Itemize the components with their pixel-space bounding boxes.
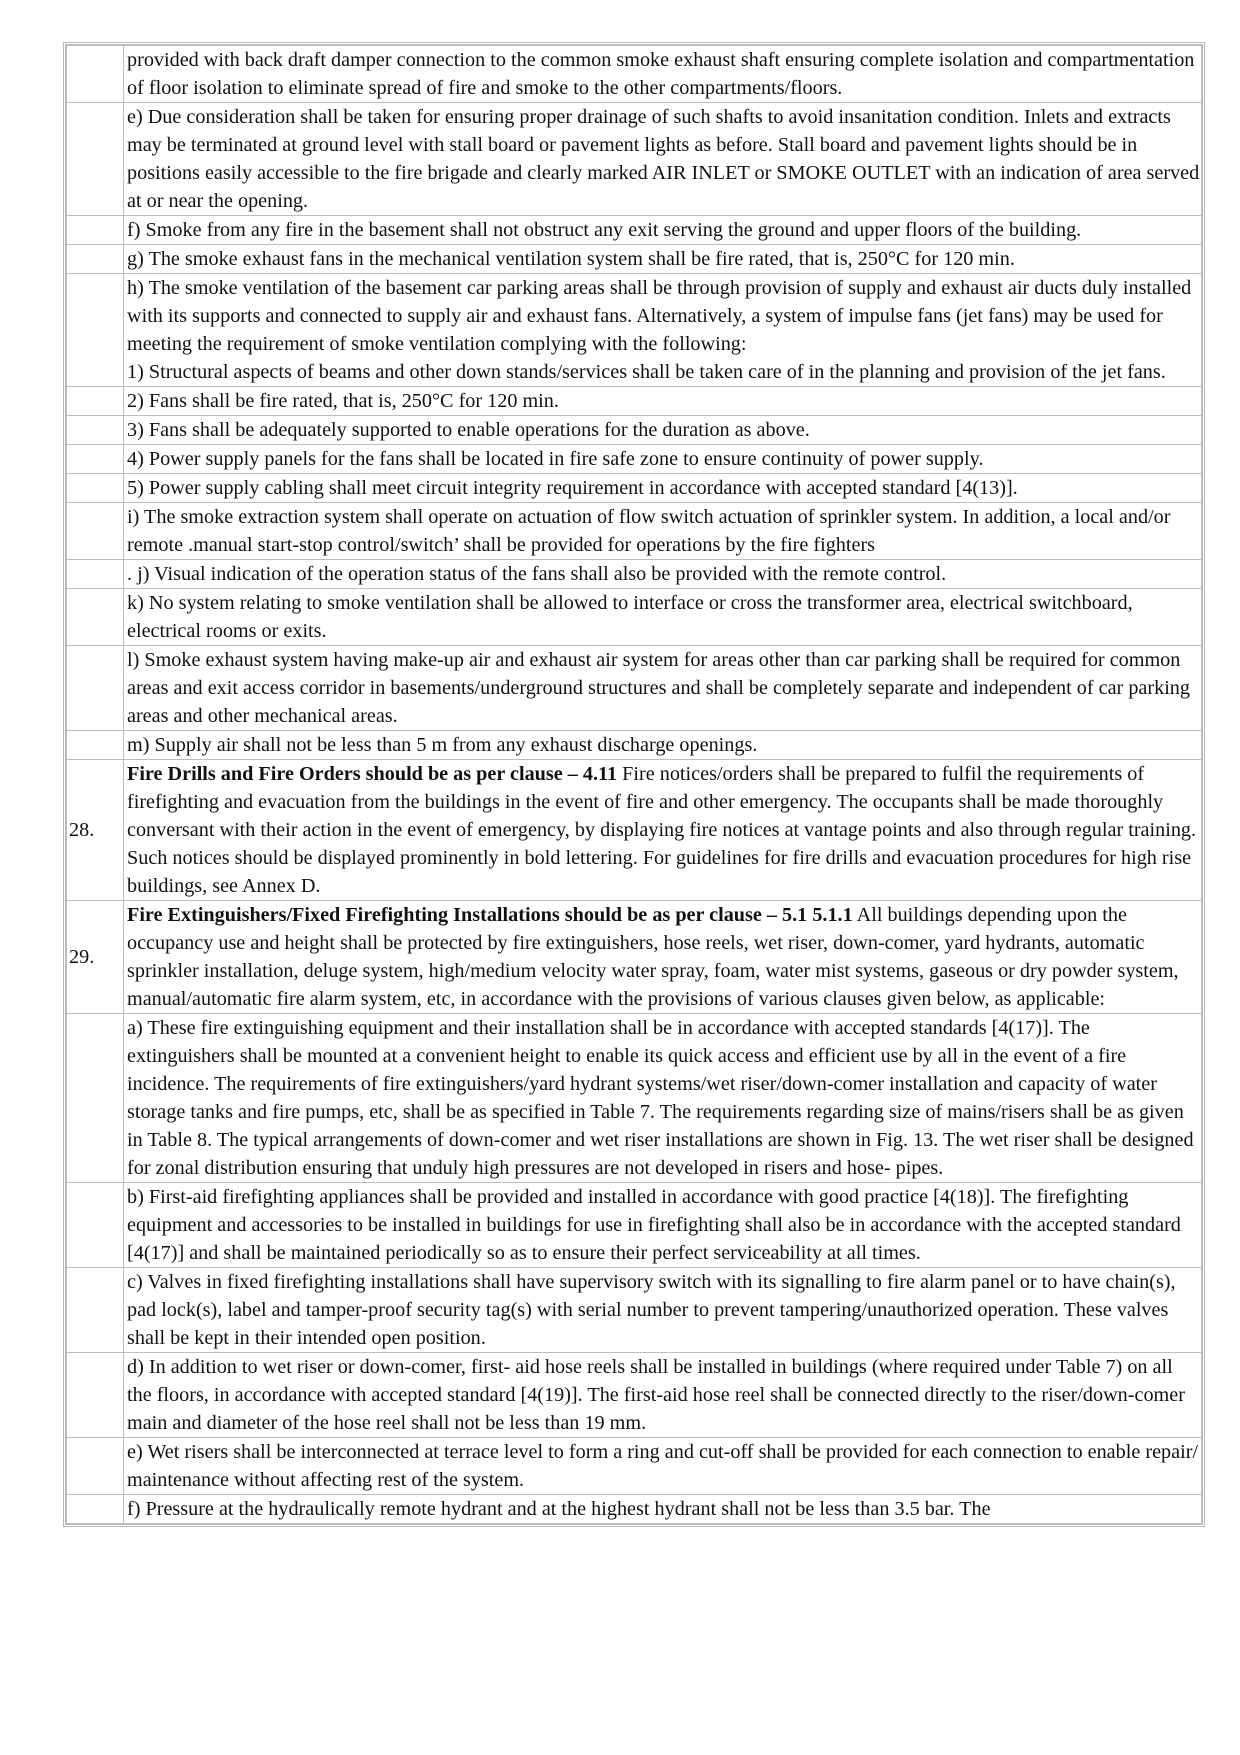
- row-text: [124, 560, 1202, 589]
- row-number: [67, 46, 124, 103]
- table-row: [67, 1353, 1202, 1438]
- table-row: [67, 474, 1202, 503]
- row-body: f) Pressure at the hydraulically remote hydrant and at the highest hydrant shall not be less than 3.5 bar. The: [127, 1498, 991, 1520]
- table-row: [67, 416, 1202, 445]
- row-number: [67, 1438, 124, 1495]
- table-row: [67, 1268, 1202, 1353]
- row-text: [124, 760, 1202, 901]
- table-row: [67, 901, 1202, 1014]
- table-row: [67, 1438, 1202, 1495]
- row-body: a) These fire extinguishing equipment and their installation shall be in accordance with accepted standards [4(17)]. The extinguishers shall be mounted at a convenient height to enable its quick access and efficient use by all in the event of a fire incidence. The requirements of fire extinguishers/yard hydrant systems/wet riser/down-comer installation and capacity of water storage tanks and fire pumps, etc, shall be as specified in Table 7. The requirements regarding size of mains/risers shall be as given in Table 8. The typical arrangements of down-comer and wet riser installations are shown in Fig. 13. The wet riser shall be designed for zonal distribution ensuring that unduly high pressures are not developed in risers and hose- pipes.: [127, 1017, 1194, 1179]
- row-number: [67, 387, 124, 416]
- row-text: [124, 445, 1202, 474]
- row-text: [124, 1353, 1202, 1438]
- row-number: [67, 731, 124, 760]
- row-text: [124, 274, 1202, 387]
- row-body: . j) Visual indication of the operation status of the fans shall also be provided with the remote control.: [127, 563, 947, 585]
- row-body: e) Wet risers shall be interconnected at terrace level to form a ring and cut-off shall be provided for each connection to enable repair/ maintenance without affecting rest of the system.: [127, 1441, 1199, 1491]
- row-text: [124, 474, 1202, 503]
- table-row: [67, 646, 1202, 731]
- row-body: i) The smoke extraction system shall operate on actuation of flow switch actuation of sprinkler system. In addition, a local and/or remote .manual start-stop control/switch’ shall be provided for operations by the fire fighters: [127, 506, 1171, 556]
- row-number: [67, 1353, 124, 1438]
- row-number: [67, 503, 124, 560]
- row-number: [67, 103, 124, 216]
- table-row: [67, 760, 1202, 901]
- row-number: [67, 445, 124, 474]
- row-number: [67, 1183, 124, 1268]
- row-body: Fire notices/orders shall be prepared to fulfil the requirements of firefighting and evacuation from the buildings in the event of fire and other emergency. The occupants shall be made thoroughly conversant with their action in the event of emergency, by displaying fire notices at vantage points and also through regular training. Such notices should be displayed prominently in bold lettering. For guidelines for fire drills and evacuation procedures for high rise buildings, see Annex D.: [127, 763, 1197, 897]
- row-text: [124, 46, 1202, 103]
- row-heading: Fire Drills and Fire Orders should be as per clause – 4.11: [127, 763, 618, 785]
- table-row: [67, 387, 1202, 416]
- table-row: [67, 274, 1202, 387]
- row-number: [67, 216, 124, 245]
- row-body: 5) Power supply cabling shall meet circuit integrity requirement in accordance with accepted standard [4(13)].: [127, 477, 1018, 499]
- row-number: [67, 560, 124, 589]
- row-text: [124, 901, 1202, 1014]
- table-row: [67, 245, 1202, 274]
- row-text: [124, 1183, 1202, 1268]
- row-text: [124, 216, 1202, 245]
- row-text: [124, 1438, 1202, 1495]
- row-text: [124, 589, 1202, 646]
- row-number: [67, 1495, 124, 1524]
- row-body: h) The smoke ventilation of the basement car parking areas shall be through provision of supply and exhaust air ducts duly installed with its supports and connected to supply air and exhaust fans. Alternatively, a system of impulse fans (jet fans) may be used for meeting the requirement of smoke ventilation complying with the following:: [127, 277, 1192, 355]
- row-text: [124, 387, 1202, 416]
- row-number: [67, 274, 124, 387]
- row-body: g) The smoke exhaust fans in the mechanical ventilation system shall be fire rated, that is, 250°C for 120 min.: [127, 248, 1015, 270]
- clause-table: [66, 45, 1202, 1524]
- document-page: [63, 42, 1205, 1527]
- row-text: [124, 731, 1202, 760]
- row-body-continued: 1) Structural aspects of beams and other down stands/services shall be taken care of in the planning and provision of the jet fans.: [127, 361, 1166, 383]
- row-text: [124, 1268, 1202, 1353]
- row-text: [124, 503, 1202, 560]
- row-text: [124, 1495, 1202, 1524]
- table-row: [67, 216, 1202, 245]
- row-body: 4) Power supply panels for the fans shall be located in fire safe zone to ensure continuity of power supply.: [127, 448, 984, 470]
- table-row: [67, 445, 1202, 474]
- row-number: [67, 1268, 124, 1353]
- row-body: l) Smoke exhaust system having make-up air and exhaust air system for areas other than car parking shall be required for common areas and exit access corridor in basements/underground structures and shall be completely separate and independent of car parking areas and other mechanical areas.: [127, 649, 1190, 727]
- table-row: [67, 560, 1202, 589]
- table-row: [67, 503, 1202, 560]
- table-row: [67, 103, 1202, 216]
- row-body: k) No system relating to smoke ventilation shall be allowed to interface or cross the transformer area, electrical switchboard, electrical rooms or exits.: [127, 592, 1133, 642]
- row-text: [124, 646, 1202, 731]
- row-number: 28.: [67, 760, 124, 901]
- table-row: [67, 1014, 1202, 1183]
- row-body: d) In addition to wet riser or down-comer, first- aid hose reels shall be installed in buildings (where required under Table 7) on all the floors, in accordance with accepted standard [4(19)]. The first-aid hose reel shall be connected directly to the riser/down-comer main and diameter of the hose reel shall not be less than 19 mm.: [127, 1356, 1185, 1434]
- row-number: [67, 1014, 124, 1183]
- row-body: m) Supply air shall not be less than 5 m from any exhaust discharge openings.: [127, 734, 758, 756]
- table-row: [67, 589, 1202, 646]
- row-body: b) First-aid firefighting appliances shall be provided and installed in accordance with good practice [4(18)]. The firefighting equipment and accessories to be installed in buildings for use in firefighting shall also be in accordance with the accepted standard [4(17)] and shall be maintained periodically so as to ensure their perfect serviceability at all times.: [127, 1186, 1181, 1264]
- table-row: [67, 1495, 1202, 1524]
- row-number: [67, 646, 124, 731]
- row-text: [124, 1014, 1202, 1183]
- row-body: 2) Fans shall be fire rated, that is, 250°C for 120 min.: [127, 390, 559, 412]
- row-number: 29.: [67, 901, 124, 1014]
- row-body: c) Valves in fixed firefighting installations shall have supervisory switch with its signalling to fire alarm panel or to have chain(s), pad lock(s), label and tamper-proof security tag(s) with serial number to prevent tampering/unauthorized operation. These valves shall be kept in their intended open position.: [127, 1271, 1176, 1349]
- row-body: 3) Fans shall be adequately supported to enable operations for the duration as above.: [127, 419, 810, 441]
- row-text: [124, 416, 1202, 445]
- row-body: All buildings depending upon the occupancy use and height shall be protected by fire extinguishers, hose reels, wet riser, down-comer, yard hydrants, automatic sprinkler installation, deluge system, high/medium velocity water spray, foam, water mist systems, gaseous or dry powder system, manual/automatic fire alarm system, etc, in accordance with the provisions of various clauses given below, as applicable:: [127, 904, 1179, 1010]
- row-number: [67, 416, 124, 445]
- table-row: [67, 731, 1202, 760]
- row-text: [124, 245, 1202, 274]
- row-number: [67, 474, 124, 503]
- clause-table-body: [67, 46, 1202, 1524]
- row-number: [67, 589, 124, 646]
- row-heading: Fire Extinguishers/Fixed Firefighting Installations should be as per clause – 5.1 5.1.1: [127, 904, 853, 926]
- row-text: [124, 103, 1202, 216]
- table-row: [67, 46, 1202, 103]
- row-number: [67, 245, 124, 274]
- table-row: [67, 1183, 1202, 1268]
- row-body: e) Due consideration shall be taken for ensuring proper drainage of such shafts to avoid insanitation condition. Inlets and extracts may be terminated at ground level with stall board or pavement lights as before. Stall board and pavement lights should be in positions easily accessible to the fire brigade and clearly marked AIR INLET or SMOKE OUTLET with an indication of area served at or near the opening.: [127, 106, 1200, 212]
- row-body: f) Smoke from any fire in the basement shall not obstruct any exit serving the ground and upper floors of the building.: [127, 219, 1082, 241]
- row-body: provided with back draft damper connection to the common smoke exhaust shaft ensuring complete isolation and compartmentation of floor isolation to eliminate spread of fire and smoke to the other compartments/floors.: [127, 49, 1195, 99]
